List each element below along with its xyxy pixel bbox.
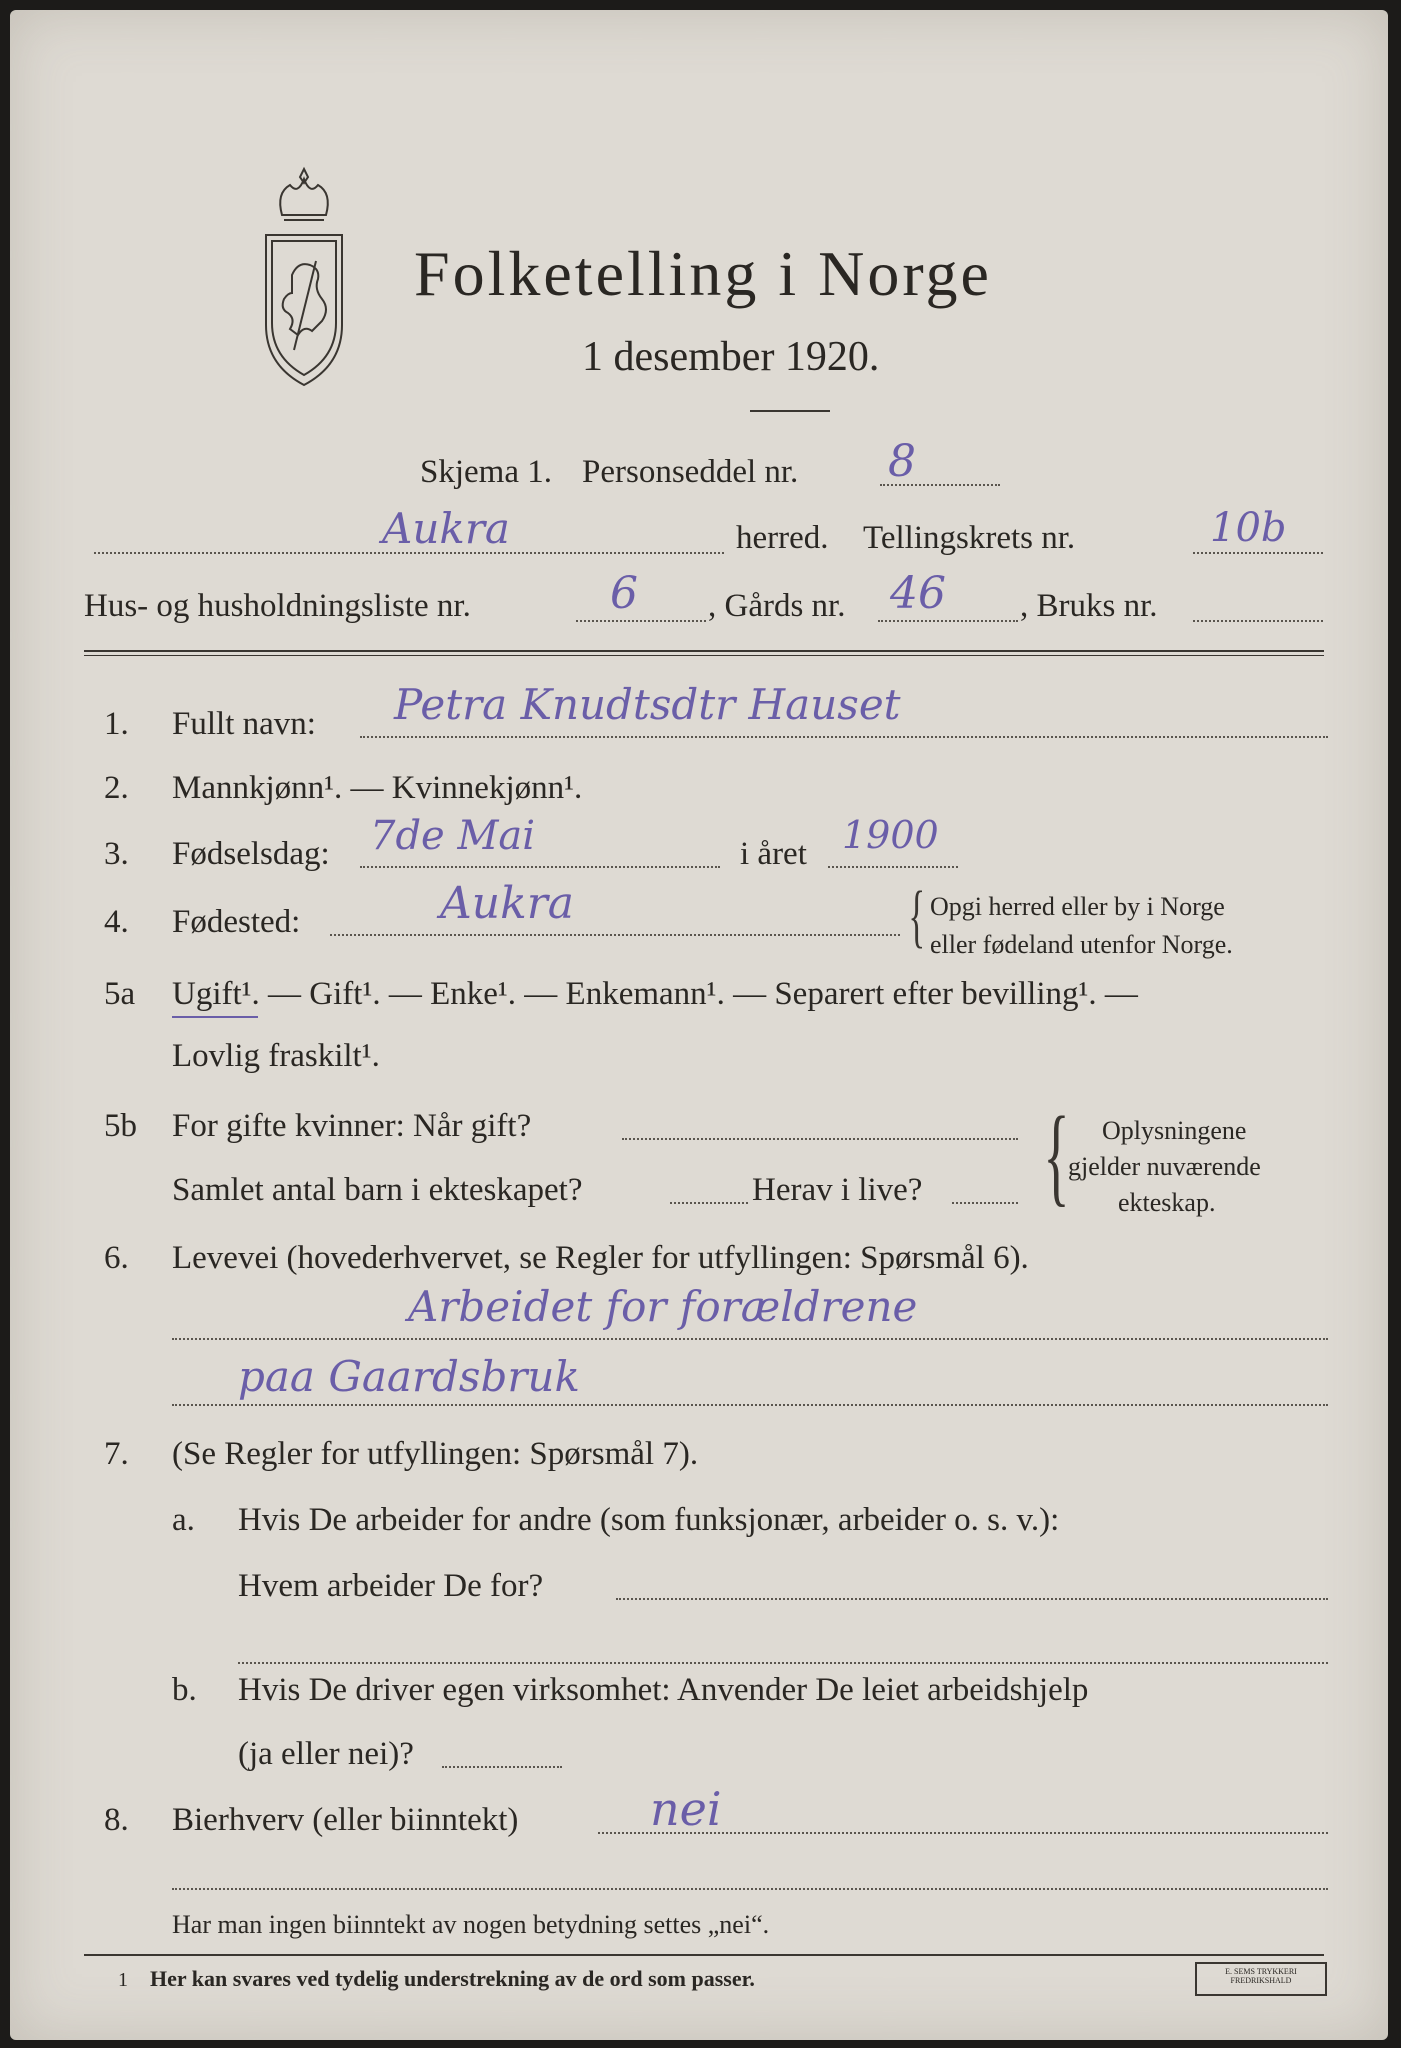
birthplace-note-line2: eller fødeland utenfor Norge. xyxy=(930,930,1233,959)
birth-year-label: i året xyxy=(740,836,807,872)
full-name-field-line xyxy=(360,736,1328,738)
birth-year-value[interactable]: 1900 xyxy=(842,813,939,857)
occupation-field-line2 xyxy=(172,1404,1328,1406)
occupation-label: Levevei (hovederhvervet, se Regler for utfyllingen: Spørsmål 6). xyxy=(172,1240,1029,1276)
footer-note: Har man ingen biinntekt av nogen betydning settes „nei“. xyxy=(172,1910,770,1939)
children-alive-label: Herav i live? xyxy=(752,1172,923,1208)
gards-field-line xyxy=(878,620,1018,622)
birthplace-note-line1: Opgi herred eller by i Norge xyxy=(930,892,1225,921)
employer-field-line1[interactable] xyxy=(616,1598,1328,1600)
personseddel-value[interactable]: 8 xyxy=(888,436,916,487)
children-count-field-line[interactable] xyxy=(670,1202,748,1204)
husholdningsliste-value[interactable]: 6 xyxy=(610,568,638,619)
herred-value[interactable]: Aukra xyxy=(382,504,510,553)
tellingskrets-label: Tellingskrets nr. xyxy=(863,520,1076,556)
q6-number: 6. xyxy=(104,1240,129,1276)
q7b-question: Hvis De driver egen virksomhet: Anvender De leiet arbeidshjelp xyxy=(238,1672,1089,1708)
marriage-note-line1: Oplysningene xyxy=(1102,1116,1247,1145)
employer-field-line2[interactable] xyxy=(238,1662,1328,1664)
q7b-letter: b. xyxy=(172,1672,197,1708)
footnote-mark: 1 xyxy=(118,1969,128,1991)
q2-gender-options[interactable]: Mannkjønn¹. — Kvinnekjønn¹. xyxy=(172,770,583,806)
q3-number: 3. xyxy=(104,836,129,872)
birthplace-value[interactable]: Aukra xyxy=(440,878,575,929)
children-count-label: Samlet antal barn i ekteskapet? xyxy=(172,1172,583,1208)
q5b-number: 5b xyxy=(104,1108,137,1144)
herred-label: herred. xyxy=(736,520,829,556)
q8-number: 8. xyxy=(104,1802,129,1838)
full-name-value[interactable]: Petra Knudtsdtr Hauset xyxy=(394,680,901,729)
occupation-field-line1 xyxy=(172,1338,1328,1340)
page-title: Folketelling i Norge xyxy=(414,238,992,309)
gards-value[interactable]: 46 xyxy=(890,568,946,619)
printer-stamp xyxy=(1195,1962,1327,1996)
tellingskrets-field-line xyxy=(1193,552,1323,554)
q3-label: Fødselsdag: xyxy=(172,836,330,872)
husholdningsliste-field-line xyxy=(576,620,706,622)
occupation-value-line2[interactable]: paa Gaardsbruk xyxy=(238,1352,580,1401)
q7-label: (Se Regler for utfyllingen: Spørsmål 7). xyxy=(172,1436,699,1472)
q1-label: Fullt navn: xyxy=(172,706,316,742)
footer-divider xyxy=(84,1954,1324,1956)
q2-number: 2. xyxy=(104,770,129,806)
side-income-label: Bierhverv (eller biinntekt) xyxy=(172,1802,519,1838)
census-date: 1 desember 1920. xyxy=(582,334,880,380)
census-form-sheet xyxy=(10,10,1388,2040)
bruks-label: , Bruks nr. xyxy=(1020,588,1158,624)
marriage-note-line2: gjelder nuværende xyxy=(1068,1152,1261,1181)
marriage-note-line3: ekteskap. xyxy=(1118,1188,1216,1217)
gards-label: , Gårds nr. xyxy=(708,588,846,624)
q7a-question: Hvis De arbeider for andre (som funksjonær, arbeider o. s. v.): xyxy=(238,1502,1060,1538)
marriage-note-brace: { xyxy=(1043,1094,1070,1216)
birthday-value[interactable]: 7de Mai xyxy=(370,813,536,859)
section-divider-bottom xyxy=(84,655,1324,656)
birthday-field-line xyxy=(360,866,720,868)
hired-help-field-line[interactable] xyxy=(442,1766,562,1768)
marital-status-underline-mark xyxy=(172,1016,258,1018)
side-income-value[interactable]: nei xyxy=(650,1782,722,1836)
marital-status-options-line2[interactable]: Lovlig fraskilt¹. xyxy=(172,1038,380,1074)
title-divider xyxy=(750,410,830,412)
hired-help-label: (ja eller nei)? xyxy=(238,1736,414,1772)
occupation-value-line1[interactable]: Arbeidet for forældrene xyxy=(408,1282,918,1331)
married-when-field-line[interactable] xyxy=(622,1138,1018,1140)
q4-label: Fødested: xyxy=(172,904,301,940)
married-when-label: For gifte kvinner: Når gift? xyxy=(172,1108,532,1144)
husholdningsliste-label: Hus- og husholdningsliste nr. xyxy=(84,588,471,624)
birthplace-field-line xyxy=(330,934,900,936)
q1-number: 1. xyxy=(104,706,129,742)
footnote-text: Her kan svares ved tydelig understrekning av de ord som passer. xyxy=(150,1966,755,1991)
birthplace-note-brace: { xyxy=(908,878,926,955)
q7-number: 7. xyxy=(104,1436,129,1472)
personseddel-label: Personseddel nr. xyxy=(582,454,799,490)
norway-coat-of-arms-icon xyxy=(254,165,354,390)
q5a-number: 5a xyxy=(104,976,136,1012)
bruks-field-line[interactable] xyxy=(1193,620,1323,622)
side-income-field-line2[interactable] xyxy=(172,1888,1328,1890)
birth-year-field-line xyxy=(828,866,958,868)
employer-label: Hvem arbeider De for? xyxy=(238,1568,544,1604)
children-alive-field-line[interactable] xyxy=(952,1202,1018,1204)
tellingskrets-value[interactable]: 10b xyxy=(1210,505,1287,551)
q7a-letter: a. xyxy=(172,1502,195,1538)
skjema-label: Skjema 1. xyxy=(420,454,552,490)
section-divider-top xyxy=(84,650,1324,652)
printer-stamp-text: E. SEMS TRYKKERI FREDRIKSHALD xyxy=(1225,1967,1297,1985)
q4-number: 4. xyxy=(104,904,129,940)
marital-status-options[interactable]: Ugift¹. — Gift¹. — Enke¹. — Enkemann¹. — Separert efter bevilling¹. — xyxy=(172,976,1138,1012)
